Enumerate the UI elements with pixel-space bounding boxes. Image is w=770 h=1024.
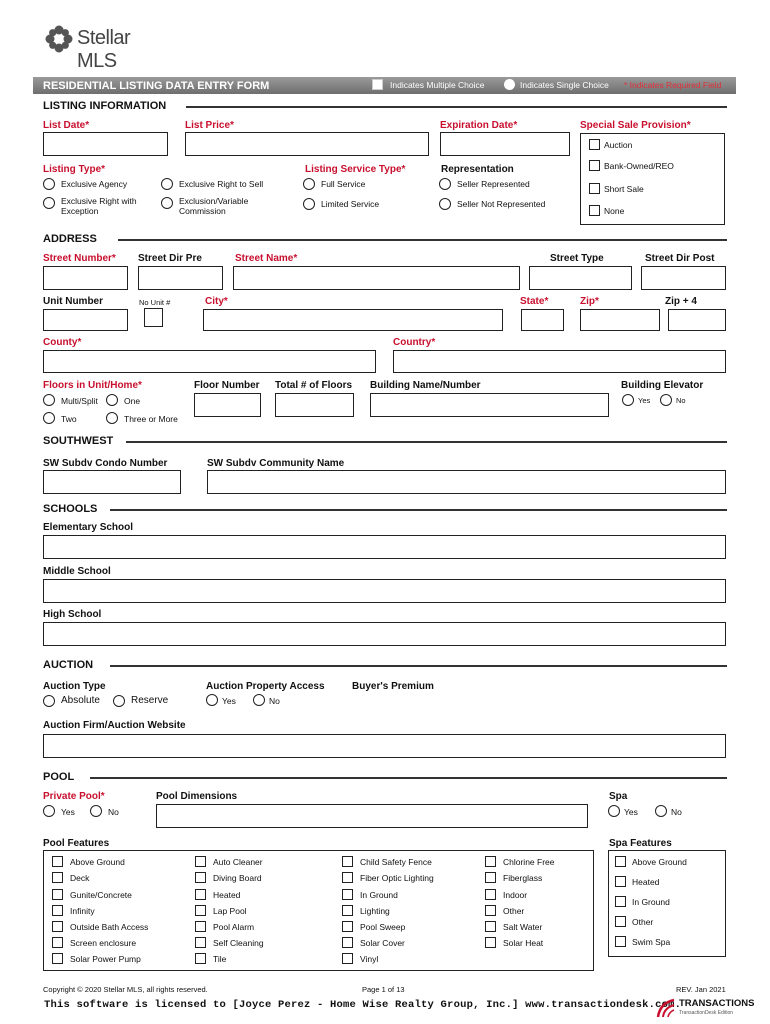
spa-feature-label: Heated [632,877,660,887]
auction-firm-website-field[interactable] [43,734,726,758]
option-short-sale: Short Sale [604,184,644,194]
revision: REV. Jan 2021 [676,985,726,994]
pool-feature-checkbox[interactable] [342,905,353,916]
pool-feature-checkbox[interactable] [342,856,353,867]
radio-exclusive-right-to-sell[interactable] [161,178,173,190]
pool-feature-label: Lap Pool [213,906,247,916]
option-exclusive-right-exception: Exclusive Right with Exception [61,196,137,216]
option-elevator-yes: Yes [638,396,651,405]
building-name-field[interactable] [370,393,609,417]
stellar-logo-icon [44,24,74,54]
section-address: ADDRESS [43,233,97,245]
street-dir-post-field[interactable] [641,266,726,290]
radio-two[interactable] [43,412,55,424]
section-rule [110,509,727,511]
checkbox-short-sale[interactable] [589,183,600,194]
country-label: Country* [393,337,436,348]
option-none: None [604,206,625,216]
pool-feature-label: Outside Bath Access [70,922,149,932]
page-number: Page 1 of 13 [362,985,405,994]
street-type-label: Street Type [550,253,604,264]
pool-feature-checkbox[interactable] [52,905,63,916]
radio-exclusion-variable[interactable] [161,197,173,209]
auction-type-label: Auction Type [43,681,106,692]
option-exclusive-right-to-sell: Exclusive Right to Sell [179,179,264,189]
pool-feature-label: In Ground [360,890,398,900]
option-two: Two [61,414,77,424]
pool-feature-checkbox[interactable] [52,953,63,964]
section-schools: SCHOOLS [43,503,98,515]
radio-seller-not-represented[interactable] [439,198,451,210]
pool-feature-label: Child Safety Fence [360,857,432,867]
option-seller-not-represented: Seller Not Represented [457,199,546,209]
pool-feature-label: Solar Heat [503,938,544,948]
pool-feature-checkbox[interactable] [342,889,353,900]
building-elevator-label: Building Elevator [621,380,704,391]
radio-private-pool-no[interactable] [90,805,102,817]
option-access-yes: Yes [222,696,236,706]
no-unit-label: No Unit # [139,298,171,307]
radio-limited-service[interactable] [303,198,315,210]
legend-required: * Indicates Required Field [624,80,722,90]
radio-reserve[interactable] [113,695,125,707]
sw-community-name-field[interactable] [207,470,726,494]
pool-feature-checkbox[interactable] [52,856,63,867]
pool-feature-checkbox[interactable] [195,953,206,964]
pool-feature-checkbox[interactable] [485,856,496,867]
radio-access-no[interactable] [253,694,265,706]
floor-number-label: Floor Number [194,380,260,391]
radio-full-service[interactable] [303,178,315,190]
checkbox-none[interactable] [589,205,600,216]
pool-feature-checkbox[interactable] [342,937,353,948]
option-three-or-more: Three or More [124,414,178,424]
spa-feature-label: Other [632,917,654,927]
pool-feature-label: Solar Power Pump [70,954,141,964]
option-elevator-no: No [676,396,686,405]
spa-feature-label: Swim Spa [632,937,671,947]
street-name-field[interactable] [233,266,520,290]
option-limited-service: Limited Service [321,199,380,209]
pool-feature-label: Indoor [503,890,528,900]
spa-label: Spa [609,791,628,802]
option-exclusion-variable: Exclusion/Variable Commission [179,196,249,216]
radio-spa-no[interactable] [655,805,667,817]
total-floors-field[interactable] [275,393,354,417]
option-auction: Auction [604,140,633,150]
license-notice: This software is licensed to [Joyce Perez - Home Wise Realty Group, Inc.] www.transactiondesk.com. [44,999,682,1011]
sw-community-name-label: SW Subdv Community Name [207,458,345,469]
legend-single-icon [504,79,515,90]
legend-multiple: Indicates Multiple Choice [390,80,485,90]
pool-dimensions-label: Pool Dimensions [156,791,238,802]
list-price-field[interactable] [185,132,429,156]
radio-elevator-yes[interactable] [622,394,634,406]
pool-feature-checkbox[interactable] [52,889,63,900]
option-spa-yes: Yes [624,807,638,817]
radio-three-or-more[interactable] [106,412,118,424]
street-number-field[interactable] [43,266,128,290]
state-field[interactable] [521,309,564,331]
list-date-field[interactable] [43,132,168,156]
pool-feature-checkbox[interactable] [52,872,63,883]
building-name-label: Building Name/Number [370,380,481,391]
pool-feature-label: Lighting [360,906,390,916]
street-dir-post-label: Street Dir Post [645,253,715,264]
county-field[interactable] [43,350,376,373]
transactions-logo [655,996,755,1020]
option-private-pool-no: No [108,807,119,817]
elementary-school-field[interactable] [43,535,726,559]
private-pool-label: Private Pool* [43,791,105,802]
option-multi-split: Multi/Split [61,396,98,406]
auction-property-access-label: Auction Property Access [206,681,325,692]
transactions-brand: TRANSACTIONS [679,998,755,1009]
transactions-sub: TransactionDesk Edition [679,1010,734,1016]
radio-spa-yes[interactable] [608,805,620,817]
pool-feature-label: Deck [70,873,90,883]
pool-feature-label: Vinyl [360,954,379,964]
expiration-date-label: Expiration Date* [440,120,518,131]
radio-exclusive-agency[interactable] [43,178,55,190]
pool-feature-checkbox[interactable] [485,872,496,883]
pool-feature-checkbox[interactable] [485,921,496,932]
pool-feature-checkbox[interactable] [342,953,353,964]
county-label: County* [43,337,82,348]
pool-feature-label: Self Cleaning [213,938,264,948]
pool-feature-checkbox[interactable] [195,872,206,883]
section-rule [126,441,727,443]
spa-feature-checkbox[interactable] [615,896,626,907]
high-school-field[interactable] [43,622,726,646]
expiration-date-field[interactable] [440,132,570,156]
spa-feature-checkbox[interactable] [615,876,626,887]
copyright: Copyright © 2020 Stellar MLS, all rights reserved. [43,985,208,994]
pool-feature-label: Solar Cover [360,938,405,948]
pool-dimensions-field[interactable] [156,804,588,828]
city-label: City* [205,296,228,307]
pool-feature-checkbox[interactable] [485,905,496,916]
list-price-label: List Price* [185,120,234,131]
pool-feature-checkbox[interactable] [195,889,206,900]
middle-school-label: Middle School [43,566,111,577]
zip-label: Zip* [580,296,599,307]
radio-one[interactable] [106,394,118,406]
auction-firm-website-label: Auction Firm/Auction Website [43,720,186,731]
option-access-no: No [269,696,280,706]
checkbox-bank-owned[interactable] [589,160,600,171]
option-absolute: Absolute [61,695,100,706]
option-private-pool-yes: Yes [61,807,75,817]
pool-feature-label: Fiberglass [503,873,543,883]
pool-feature-label: Above Ground [70,857,125,867]
buyers-premium-label: Buyer's Premium [352,681,434,692]
pool-features-label: Pool Features [43,838,110,849]
pool-feature-checkbox[interactable] [342,921,353,932]
section-rule [186,106,727,108]
radio-exclusive-right-exception[interactable] [43,197,55,209]
pool-feature-label: Salt Water [503,922,543,932]
pool-feature-label: Auto Cleaner [213,857,263,867]
country-field[interactable] [393,350,726,373]
sw-condo-number-label: SW Subdv Condo Number [43,458,168,469]
street-number-label: Street Number* [43,253,116,264]
list-date-label: List Date* [43,120,90,131]
section-rule [118,239,727,241]
special-sale-group [580,133,725,225]
radio-private-pool-yes[interactable] [43,805,55,817]
option-spa-no: No [671,807,682,817]
option-reserve: Reserve [131,695,169,706]
spa-feature-checkbox[interactable] [615,916,626,927]
pool-feature-label: Diving Board [213,873,262,883]
pool-feature-checkbox[interactable] [342,872,353,883]
option-exclusive-agency: Exclusive Agency [61,179,128,189]
street-name-label: Street Name* [235,253,298,264]
radio-access-yes[interactable] [206,694,218,706]
section-pool: POOL [43,771,75,783]
form-title: RESIDENTIAL LISTING DATA ENTRY FORM [43,80,270,92]
pool-feature-label: Screen enclosure [70,938,137,948]
spa-feature-label: In Ground [632,897,670,907]
spa-feature-label: Above Ground [632,857,687,867]
pool-feature-checkbox[interactable] [485,937,496,948]
pool-feature-label: Chlorine Free [503,857,555,867]
transactions-logo-icon [655,997,677,1019]
section-rule [110,665,727,667]
pool-feature-checkbox[interactable] [52,921,63,932]
pool-feature-checkbox[interactable] [195,937,206,948]
section-rule [90,777,727,779]
brand-name: Stellar MLS [77,27,131,72]
pool-feature-label: Tile [213,954,227,964]
spa-feature-checkbox[interactable] [615,856,626,867]
zip4-field[interactable] [668,309,726,331]
listing-type-label: Listing Type* [43,164,106,175]
representation-label: Representation [441,164,514,175]
zip-field[interactable] [580,309,660,331]
pool-feature-checkbox[interactable] [195,905,206,916]
radio-multi-split[interactable] [43,394,55,406]
pool-feature-checkbox[interactable] [195,921,206,932]
radio-elevator-no[interactable] [660,394,672,406]
zip4-label: Zip + 4 [665,296,697,307]
section-southwest: SOUTHWEST [43,435,114,447]
pool-feature-label: Gunite/Concrete [70,890,132,900]
unit-number-field[interactable] [43,309,128,331]
pool-feature-checkbox[interactable] [485,889,496,900]
spa-features-label: Spa Features [609,838,672,849]
option-seller-represented: Seller Represented [457,179,530,189]
street-dir-pre-label: Street Dir Pre [138,253,202,264]
sw-condo-number-field[interactable] [43,470,181,494]
pool-feature-label: Infinity [70,906,95,916]
option-full-service: Full Service [321,179,366,189]
state-label: State* [520,296,549,307]
total-floors-label: Total # of Floors [275,380,353,391]
elementary-school-label: Elementary School [43,522,134,533]
checkbox-no-unit[interactable] [144,308,163,327]
option-bank-owned: Bank-Owned/REO [604,161,674,171]
floor-number-field[interactable] [194,393,261,417]
floors-in-unit-label: Floors in Unit/Home* [43,380,142,391]
street-dir-pre-field[interactable] [138,266,223,290]
listing-service-type-label: Listing Service Type* [305,164,406,175]
pool-feature-checkbox[interactable] [52,937,63,948]
pool-feature-checkbox[interactable] [195,856,206,867]
middle-school-field[interactable] [43,579,726,603]
unit-number-label: Unit Number [43,296,103,307]
legend-multiple-icon [372,79,383,90]
radio-seller-represented[interactable] [439,178,451,190]
option-one: One [124,396,141,406]
city-field[interactable] [203,309,503,331]
pool-feature-label: Pool Sweep [360,922,406,932]
pool-feature-label: Fiber Optic Lighting [360,873,434,883]
pool-feature-label: Pool Alarm [213,922,255,932]
pool-feature-label: Heated [213,890,241,900]
stellar-logo [44,24,174,72]
checkbox-auction[interactable] [589,139,600,150]
pool-feature-label: Other [503,906,525,916]
high-school-label: High School [43,609,102,620]
spa-feature-checkbox[interactable] [615,936,626,947]
street-type-field[interactable] [529,266,632,290]
legend-single: Indicates Single Choice [520,80,609,90]
section-listing-information: LISTING INFORMATION [43,100,167,112]
radio-absolute[interactable] [43,695,55,707]
section-auction: AUCTION [43,659,94,671]
special-sale-label: Special Sale Provision* [580,120,691,131]
